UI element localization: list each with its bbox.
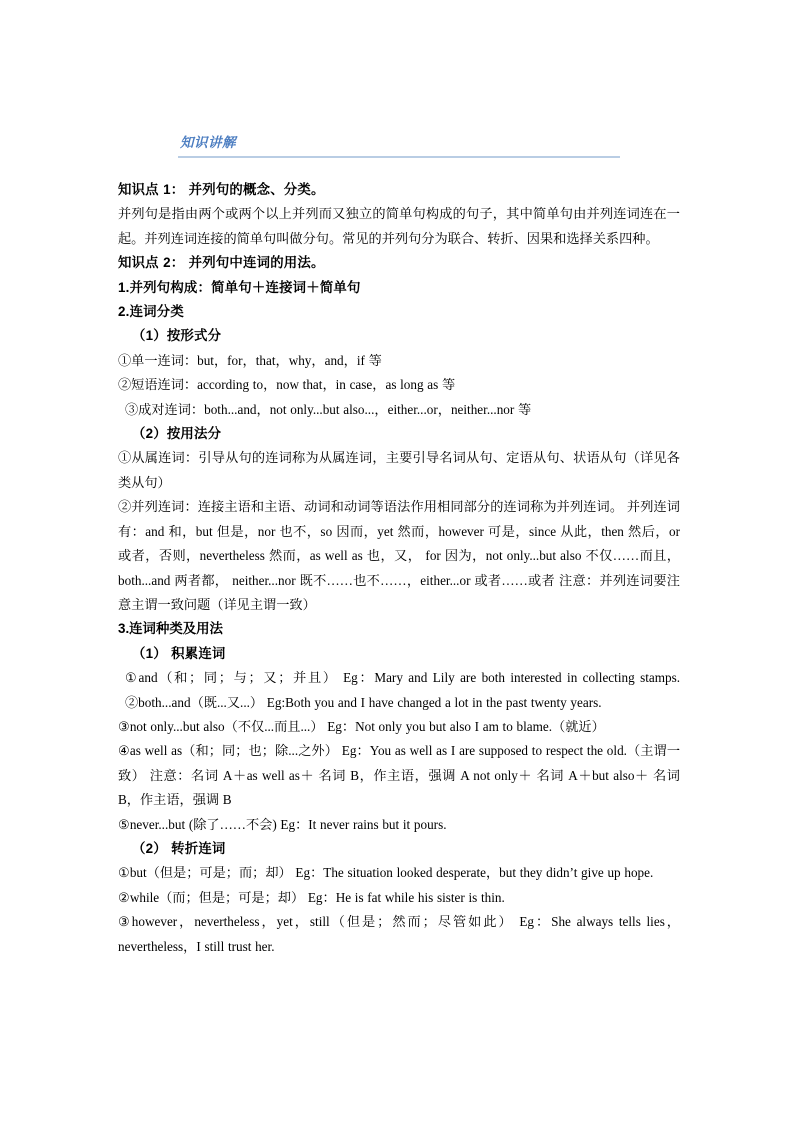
conjunction-section-1-heading: （1） 积累连词 [132, 645, 226, 661]
knowledge-point-2-heading: 知识点 2： 并列句中连词的用法。 [118, 255, 325, 271]
knowledge-point-3-heading: 3.连词种类及用法 [118, 621, 223, 637]
conjunction-section-2-line-1: ①but（但是；可是；而；却） Eg：The situation looked desperate，but they didn’t give up hope. [118, 865, 654, 881]
knowledge-point-1-body: 并列句是指由两个或两个以上并列而又独立的简单句构成的句子，其中简单句由并列连词连在一起。并列连词连接的简单句叫做分句。常见的并列句分为联合、转折、因果和选择关系四种。 [118, 206, 680, 246]
section-banner [178, 133, 620, 158]
document-content [118, 178, 680, 959]
conjunction-section-1-line-2: ③not only...but also（不仅...而且...） Eg：Not only you but also I am to blame.（就近） [118, 718, 605, 734]
conjunction-section-1-line-3: ④as well as（和；同；也；除...之外） Eg：You as well as I are supposed to respect the old.（主谓一致） 注意：名词 A＋as well as＋ 名词 B，作主语，强调 A not only＋ 名词 A＋but also＋ 名词 B，作主语，强调 B [118, 743, 680, 808]
conjunction-section-1-line-1: ①and（和；同；与；又；并且） Eg：Mary and Lily are both interested in collecting stamps. ②both...and（既...又...） Eg:Both you and I have changed a lot in the past twenty years. [125, 670, 680, 710]
conjunction-section-2-heading: （2） 转折连词 [132, 840, 226, 856]
knowledge-point-1-heading: 知识点 1： 并列句的概念、分类。 [118, 182, 325, 197]
knowledge-point-2-item-2: 2.连词分类 [118, 304, 184, 320]
subsection-2-line-1: ①从属连词：引导从句的连词称为从属连词，主要引导名词从句、定语从句、状语从句（详见各类从句） [118, 450, 680, 490]
subsection-2-heading: （2）按用法分 [132, 426, 222, 442]
subsection-1-line-1: ①单一连词：but，for，that，why，and，if 等 [118, 352, 382, 368]
section-banner-rule [178, 156, 620, 158]
section-banner-title: 知识讲解 [180, 135, 236, 150]
conjunction-section-2-line-2: ②while（而；但是；可是；却） Eg：He is fat while his sister is thin. [118, 889, 505, 905]
conjunction-section-2-line-3: ③however，nevertheless，yet，still（但是；然而；尽管如此） Eg：She always tells lies，nevertheless，I still trust her. [118, 914, 680, 954]
conjunction-section-1-line-4: ⑤never...but (除了……不会) Eg：It never rains but it pours. [118, 816, 447, 832]
subsection-2-line-2: ②并列连词：连接主语和主语、动词和动词等语法作用相同部分的连词称为并列连词。 并列连词有：and 和，but 但是，nor 也不，so 因而，yet 然而，however 可是，since 从此，then 然后，or 或者，否则，nevertheless 然而，as well as 也，又， for 因为，not only...but also 不仅……而且，both...and 两者都， neither...nor 既不……也不……，either...or 或者……或者 注意：并列连词要注意主谓一致问题（详见主谓一致） [118, 499, 680, 612]
subsection-1-line-2: ②短语连词：according to，now that，in case，as long as 等 [118, 377, 456, 393]
subsection-1-line-3: ③成对连词：both...and，not only...but also...，either...or，neither...nor 等 [125, 401, 532, 417]
subsection-1-heading: （1）按形式分 [132, 328, 222, 344]
knowledge-point-2-item-1: 1.并列句构成：简单句＋连接词＋简单句 [118, 279, 361, 295]
